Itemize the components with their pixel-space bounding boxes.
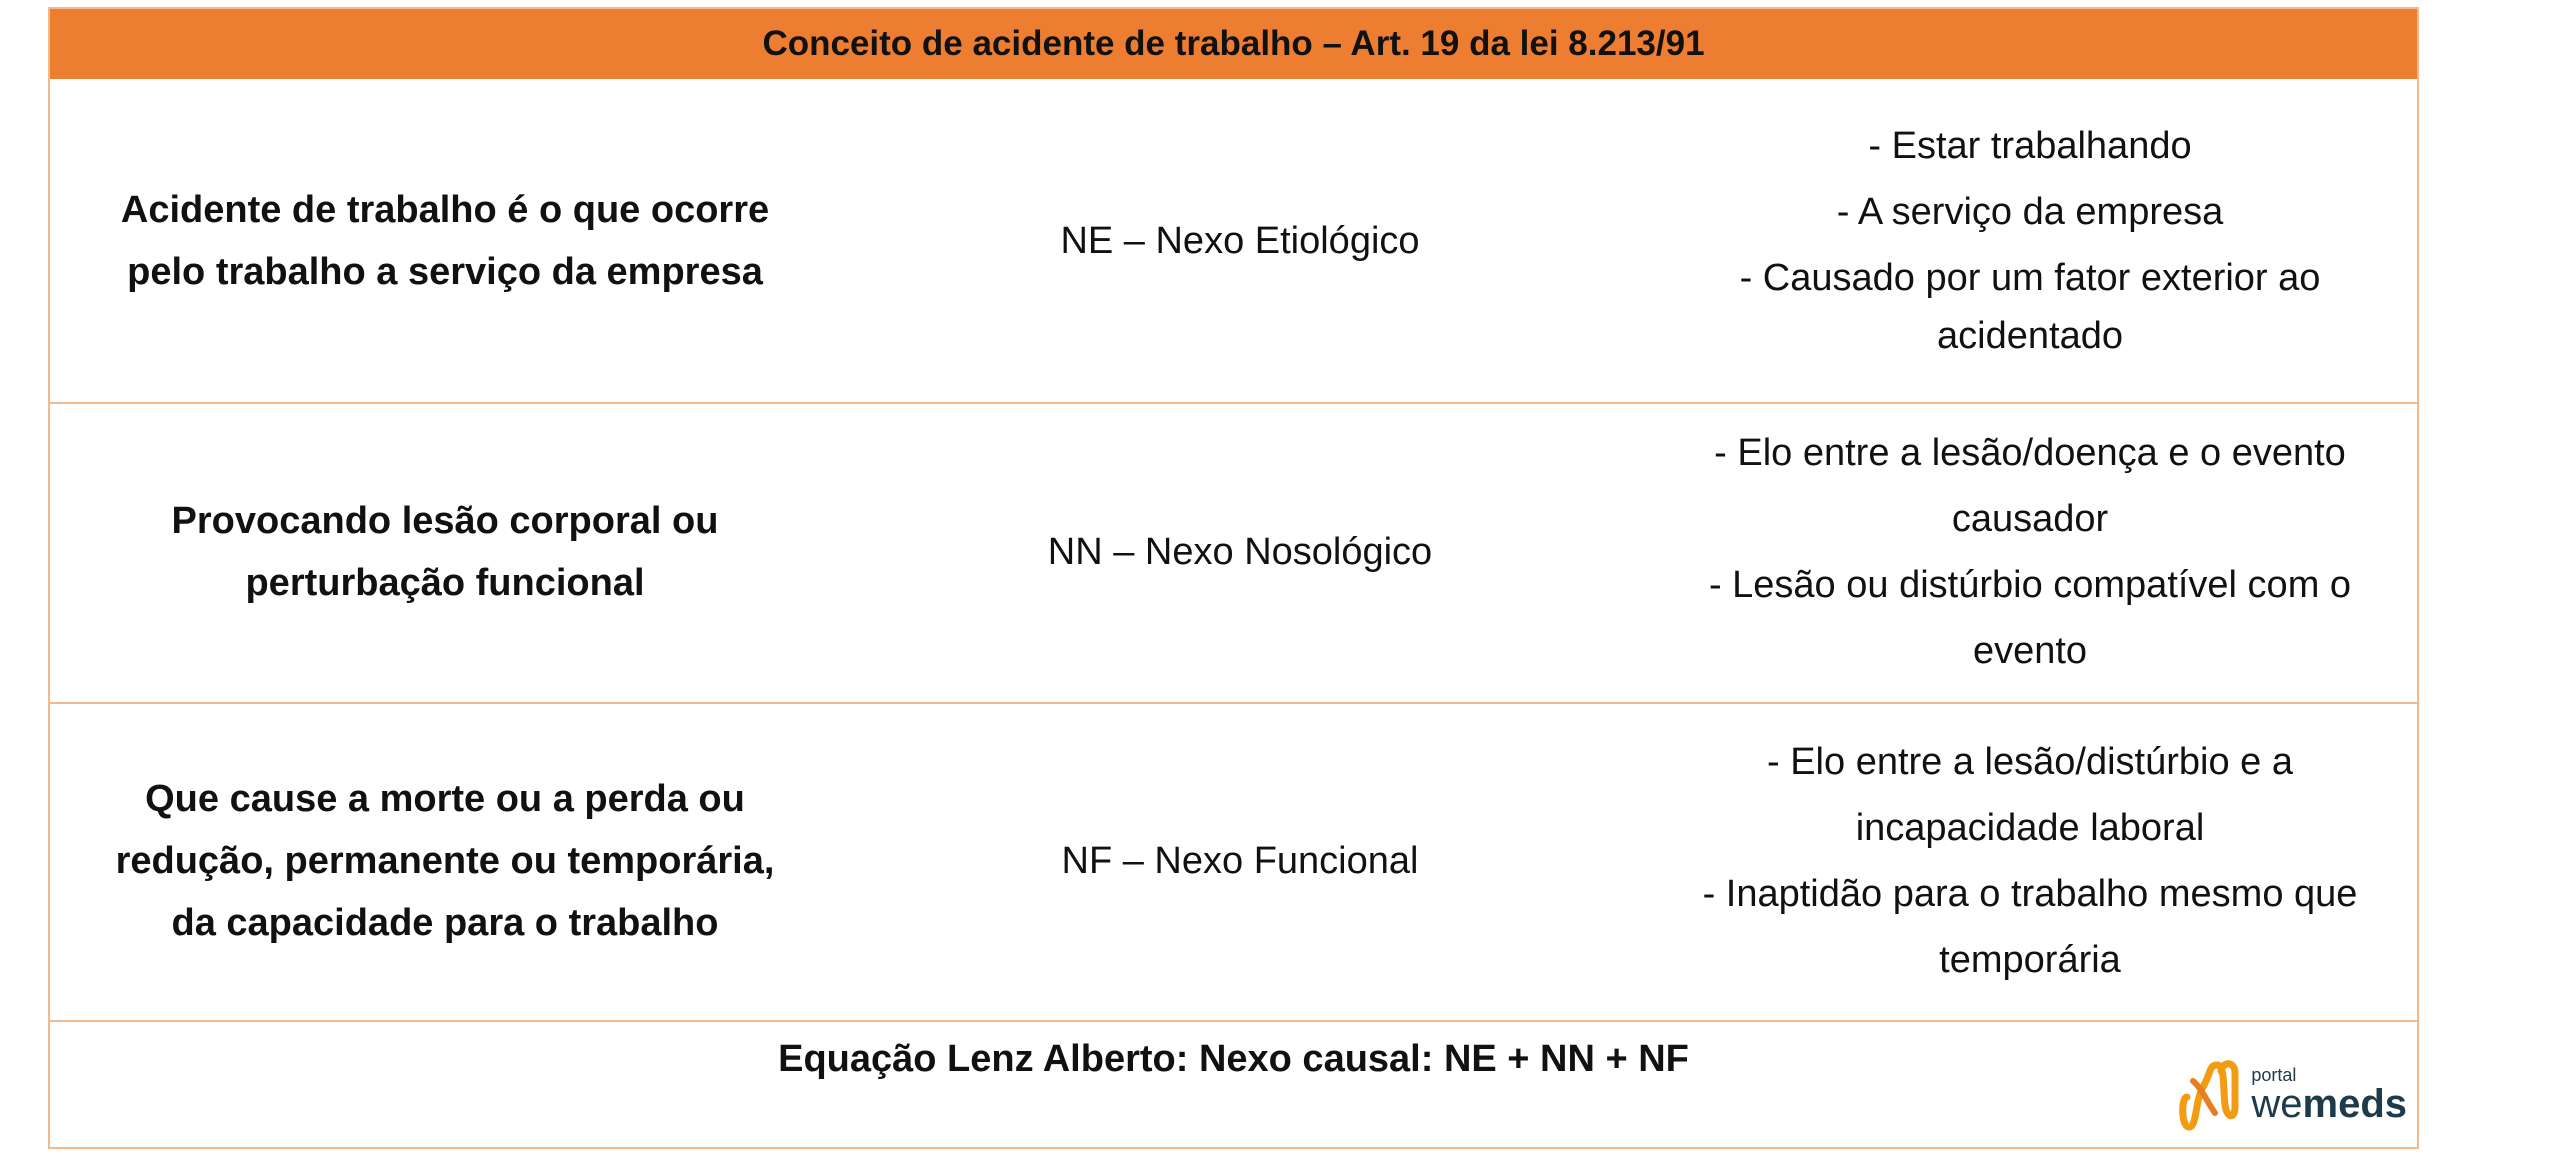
wemeds-logo [2179, 1057, 2407, 1133]
table-row [50, 402, 2417, 704]
detail-line: incapacidade laboral [1855, 807, 2205, 849]
concept-cell [50, 79, 840, 402]
detail-line: - A serviço da empresa [1836, 190, 2224, 233]
detail-line: - Lesão ou distúrbio compatível com o [1708, 564, 2352, 606]
logo-portal-text: portal [2251, 1065, 2297, 1085]
equation-text: Equação Lenz Alberto: Nexo causal: NE + NN + NF [778, 1038, 1689, 1080]
concept-cell [50, 402, 840, 702]
concept-cell [50, 702, 840, 1020]
detail-line: evento [1972, 630, 2088, 672]
detail-line: - Elo entre a lesão/distúrbio e a [1767, 741, 2293, 783]
concept-line: redução, permanente ou temporária, [115, 840, 775, 882]
wemeds-logo-icon [2179, 1057, 2241, 1133]
detail-line: - Inaptidão para o trabalho mesmo que [1702, 873, 2358, 915]
table-row [50, 702, 2417, 1022]
detail-line: - Causado por um fator exterior ao [1739, 256, 2321, 299]
concept-line: pelo trabalho a serviço da empresa [127, 250, 763, 293]
logo-we-text: we [2251, 1082, 2303, 1126]
nexo-cell: NN – Nexo Nosológico [1047, 531, 1433, 573]
accident-concept-table [48, 7, 2419, 1149]
concept-line: Acidente de trabalho é o que ocorre [120, 188, 770, 231]
detail-line: - Elo entre a lesão/doença e o evento [1714, 432, 2346, 474]
table-row [50, 79, 2417, 404]
details-cell [1640, 402, 2420, 702]
table-title: Conceito de acidente de trabalho – Art. 19 da lei 8.213/91 [50, 9, 2417, 79]
logo-meds-text: meds [2302, 1082, 2407, 1126]
detail-line: - Estar trabalhando [1868, 124, 2192, 167]
detail-line: temporária [1939, 939, 2121, 981]
details-cell [1640, 702, 2420, 1020]
detail-line: acidentado [1937, 314, 2123, 357]
nexo-cell: NF – Nexo Funcional [1061, 840, 1419, 882]
concept-line: Que cause a morte ou a perda ou [145, 778, 745, 820]
nexo-cell: NE – Nexo Etiológico [1060, 219, 1420, 262]
concept-line: da capacidade para o trabalho [171, 902, 719, 944]
concept-line: perturbação funcional [245, 562, 645, 604]
concept-line: Provocando lesão corporal ou [171, 500, 719, 542]
table-footer [50, 1020, 2417, 1147]
detail-line: causador [1951, 498, 2109, 540]
details-cell [1640, 79, 2420, 402]
